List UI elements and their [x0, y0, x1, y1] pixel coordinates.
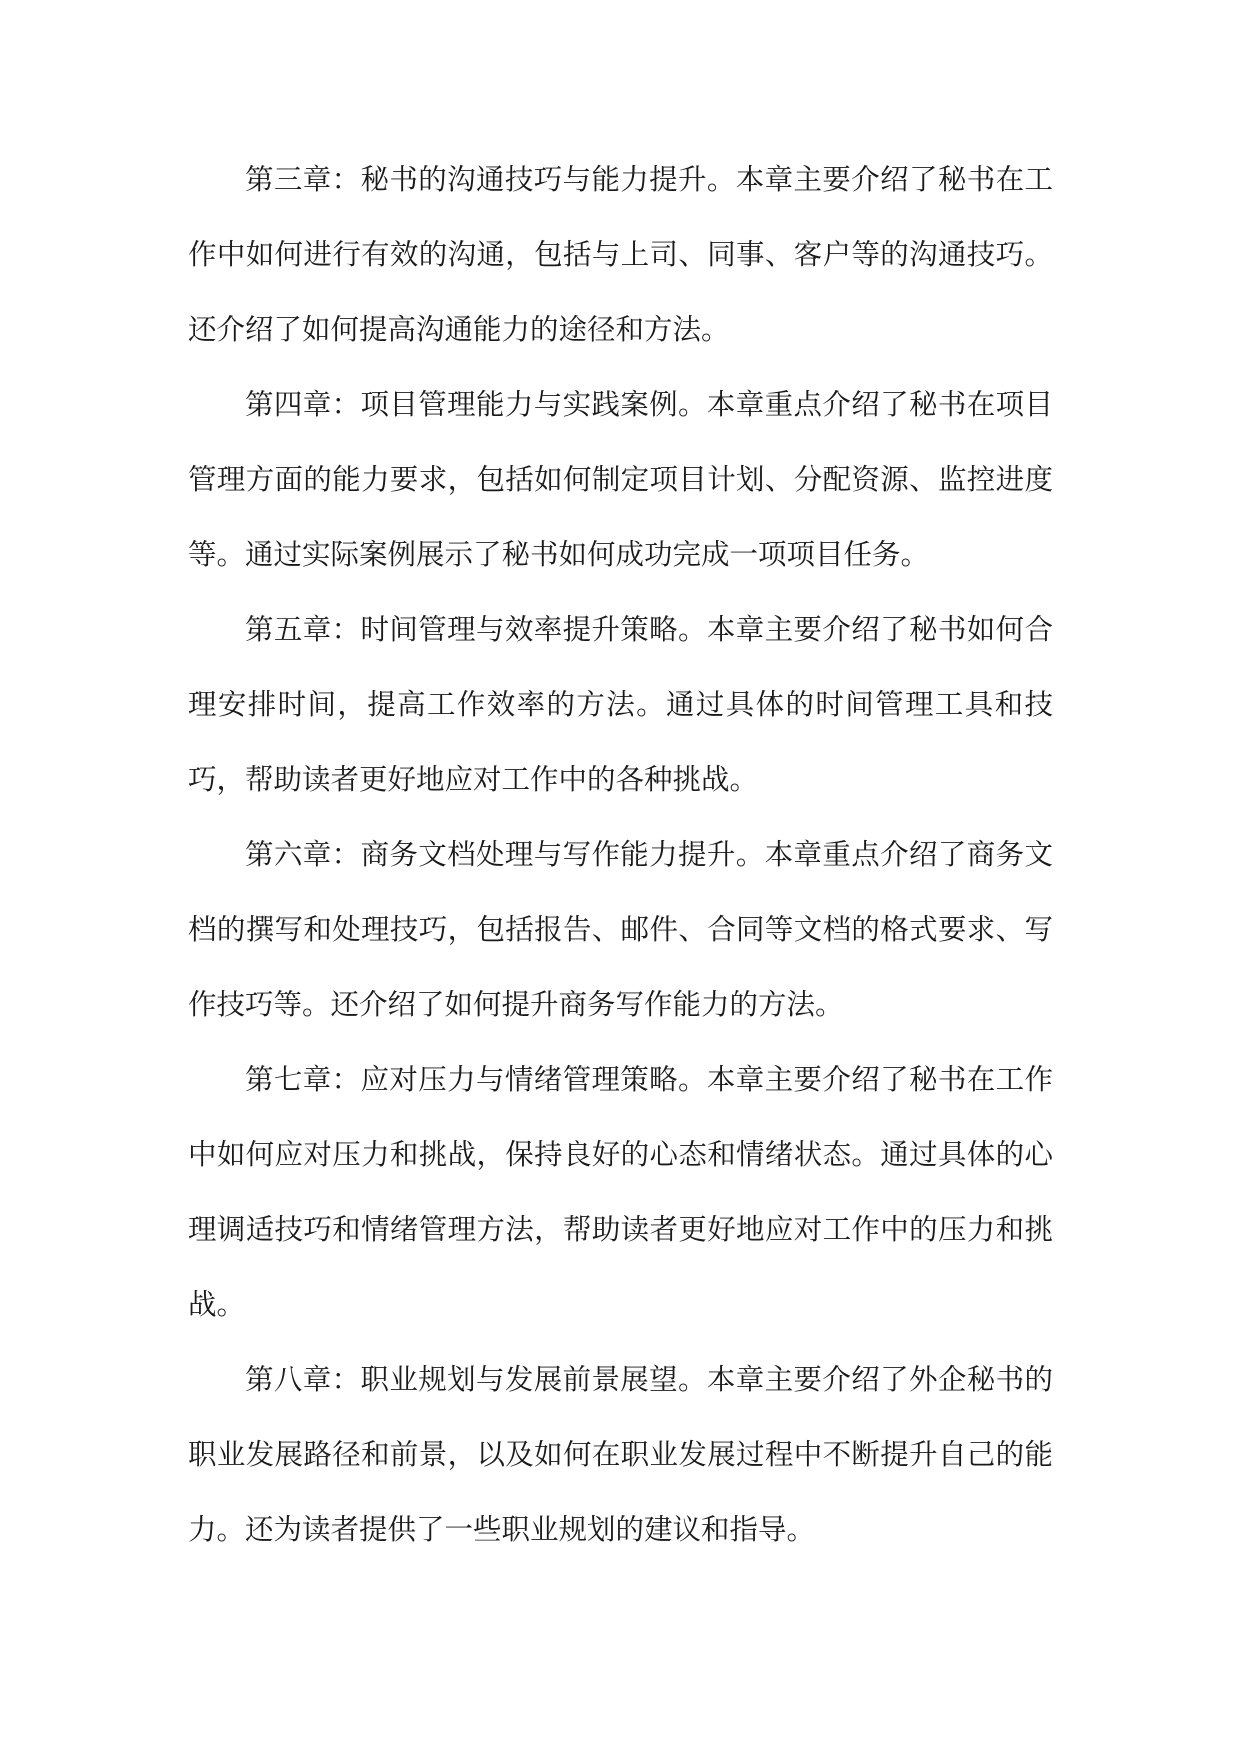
paragraph-chapter-8: 第八章：职业规划与发展前景展望。本章主要介绍了外企秘书的职业发展路径和前景，以及如何在职业发展过程中不断提升自己的能力。还为读者提供了一些职业规划的建议和指导。 — [188, 1363, 1053, 1546]
paragraph-chapter-6: 第六章：商务文档处理与写作能力提升。本章重点介绍了商务文档的撰写和处理技巧，包括报告、邮件、合同等文档的格式要求、写作技巧等。还介绍了如何提升商务写作能力的方法。 — [188, 838, 1053, 1021]
paragraph-chapter-3: 第三章：秘书的沟通技巧与能力提升。本章主要介绍了秘书在工作中如何进行有效的沟通，包括与上司、同事、客户等的沟通技巧。还介绍了如何提高沟通能力的途径和方法。 — [188, 163, 1053, 346]
paragraph-chapter-5: 第五章：时间管理与效率提升策略。本章主要介绍了秘书如何合理安排时间，提高工作效率的方法。通过具体的时间管理工具和技巧，帮助读者更好地应对工作中的各种挑战。 — [188, 613, 1053, 796]
document-body — [188, 142, 1053, 1567]
paragraph-chapter-7: 第七章：应对压力与情绪管理策略。本章主要介绍了秘书在工作中如何应对压力和挑战，保持良好的心态和情绪状态。通过具体的心理调适技巧和情绪管理方法，帮助读者更好地应对工作中的压力和挑战。 — [188, 1063, 1053, 1321]
paragraph-chapter-4: 第四章：项目管理能力与实践案例。本章重点介绍了秘书在项目管理方面的能力要求，包括如何制定项目计划、分配资源、监控进度等。通过实际案例展示了秘书如何成功完成一项项目任务。 — [188, 388, 1053, 571]
